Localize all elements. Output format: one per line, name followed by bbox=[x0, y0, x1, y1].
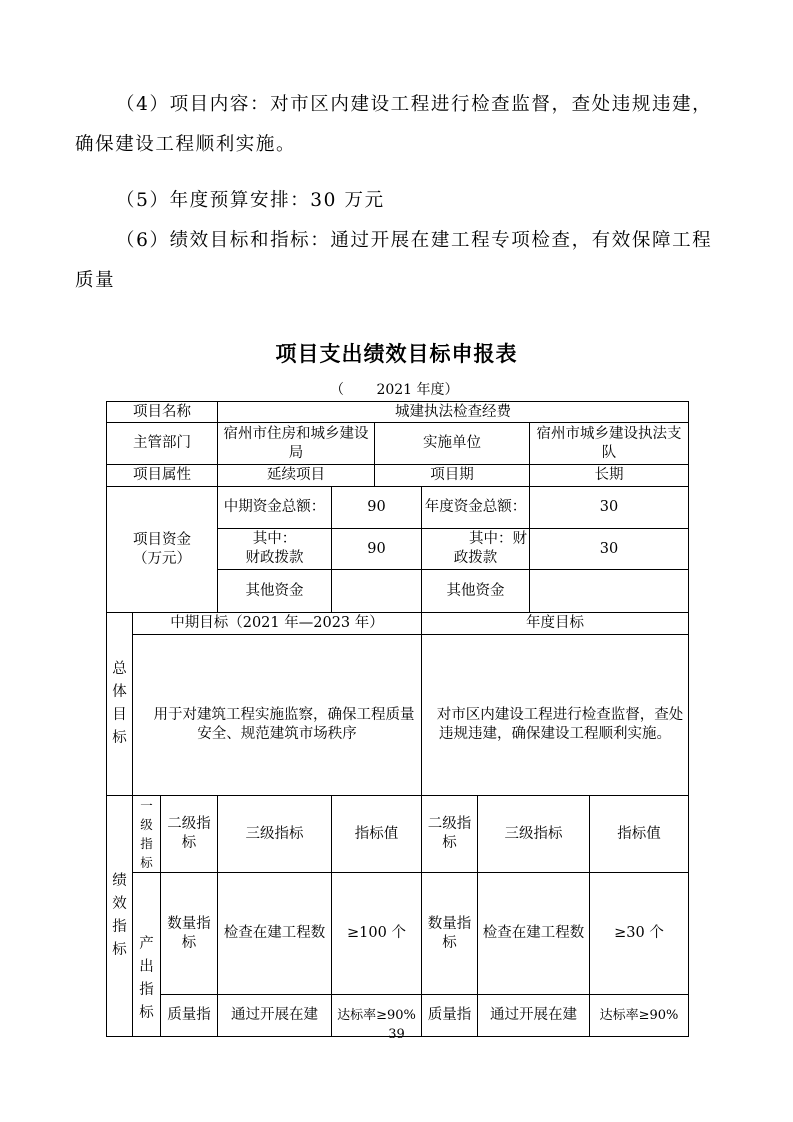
value-header-b: 指标值 bbox=[590, 796, 689, 873]
year-level3-quantity: 检查在建工程数 bbox=[478, 873, 590, 995]
year-level2-quality: 质量指 bbox=[422, 995, 478, 1037]
mid-goal-header: 中期目标（2021 年—2023 年） bbox=[133, 613, 422, 635]
year-other-value bbox=[530, 570, 689, 613]
year-open-paren: （ bbox=[330, 382, 344, 398]
overall-goal-label: 总体目标 bbox=[112, 661, 127, 746]
mid-goal-text: 用于对建筑工程实施监察，确保工程质量安全、规范建筑市场秩序 bbox=[133, 635, 422, 796]
row-project-name bbox=[107, 402, 689, 423]
year-total-label: 年度资金总额： bbox=[422, 487, 530, 529]
level3-header-b: 三级指标 bbox=[478, 796, 590, 873]
project-name-value: 城建执法检查经费 bbox=[218, 402, 689, 423]
paragraph-performance-goal: （6）绩效目标和指标：通过开展在建工程专项检查，有效保障工程质量 bbox=[75, 230, 713, 291]
year-text: 2021 年度） bbox=[376, 382, 459, 398]
period-value: 长期 bbox=[530, 465, 689, 487]
paragraph-project-content: （4）项目内容：对市区内建设工程进行检查监督，查处违规违建，确保建设工程顺利实施。 bbox=[75, 94, 713, 155]
mid-level3-quantity: 检查在建工程数 bbox=[218, 873, 332, 995]
mid-value-quantity: ≥100 个 bbox=[332, 873, 422, 995]
year-fiscal-value: 30 bbox=[530, 529, 689, 570]
mid-other-label: 其他资金 bbox=[218, 570, 332, 613]
form-year bbox=[330, 379, 459, 399]
unit-value: 宿州市城乡建设执法支队 bbox=[530, 423, 689, 465]
year-level2-quantity: 数量指标 bbox=[422, 873, 478, 995]
mid-level2-quality: 质量指 bbox=[161, 995, 218, 1037]
row-attribute bbox=[107, 465, 689, 487]
value-header: 指标值 bbox=[332, 796, 422, 873]
year-fiscal-label-2: 政拨款 bbox=[453, 550, 498, 566]
year-goal-text: 对市区内建设工程进行检查监督，查处违规违建，确保建设工程顺利实施。 bbox=[422, 635, 689, 796]
mid-fiscal-value: 90 bbox=[332, 529, 422, 570]
table-row bbox=[107, 873, 689, 995]
level2-header-b: 二级指标 bbox=[422, 796, 478, 873]
attr-value: 延续项目 bbox=[218, 465, 375, 487]
funds-unit: （万元） bbox=[133, 550, 191, 567]
funds-label: 项目资金 bbox=[133, 531, 191, 548]
output-label: 产出指标 bbox=[139, 935, 154, 1021]
perf-label-cell bbox=[107, 796, 133, 1037]
mid-level2-quantity: 数量指标 bbox=[161, 873, 218, 995]
performance-form-table bbox=[106, 401, 689, 1037]
attr-label: 项目属性 bbox=[107, 465, 218, 487]
mid-total-value: 90 bbox=[332, 487, 422, 529]
funds-label-cell bbox=[107, 487, 218, 613]
year-total-value: 30 bbox=[530, 487, 689, 529]
mid-value-quality: 达标率≥90% bbox=[332, 995, 422, 1037]
row-indicator-headers bbox=[107, 796, 689, 873]
project-name-label: 项目名称 bbox=[107, 402, 218, 423]
mid-other-value bbox=[332, 570, 422, 613]
row-department bbox=[107, 423, 689, 465]
year-goal-header: 年度目标 bbox=[422, 613, 689, 635]
level2-header: 二级指标 bbox=[161, 796, 218, 873]
year-value-quality: 达标率≥90% bbox=[590, 995, 689, 1037]
level1-header: 一级指标 bbox=[133, 796, 161, 873]
overall-goal-label-cell bbox=[107, 613, 133, 796]
row-goal-headers bbox=[107, 613, 689, 635]
period-label: 项目期 bbox=[375, 465, 530, 487]
mid-total-label: 中期资金总额： bbox=[218, 487, 332, 529]
mid-fiscal-label-cell bbox=[218, 529, 332, 570]
year-value-quantity: ≥30 个 bbox=[590, 873, 689, 995]
row-goal-texts bbox=[107, 635, 689, 796]
paragraph-annual-budget: （5）年度预算安排：30 万元 bbox=[116, 190, 385, 211]
year-level3-quality: 通过开展在建 bbox=[478, 995, 590, 1037]
perf-label: 绩效指标 bbox=[112, 873, 127, 958]
year-other-label: 其他资金 bbox=[422, 570, 530, 613]
dept-value: 宿州市住房和城乡建设局 bbox=[218, 423, 375, 465]
form-title: 项目支出绩效目标申报表 bbox=[275, 342, 518, 366]
output-label-cell bbox=[133, 873, 161, 1037]
dept-label: 主管部门 bbox=[107, 423, 218, 465]
mid-level3-quality: 通过开展在建 bbox=[218, 995, 332, 1037]
row-funds-total bbox=[107, 487, 689, 529]
level3-header: 三级指标 bbox=[218, 796, 332, 873]
year-fiscal-label-cell bbox=[422, 529, 530, 570]
page-number: 39 bbox=[388, 1027, 405, 1042]
unit-label: 实施单位 bbox=[375, 423, 530, 465]
mid-fiscal-label-1: 其中： bbox=[252, 531, 297, 547]
mid-fiscal-label-2: 财政拨款 bbox=[245, 550, 304, 566]
year-fiscal-label-1: 其中：财 bbox=[469, 531, 527, 547]
